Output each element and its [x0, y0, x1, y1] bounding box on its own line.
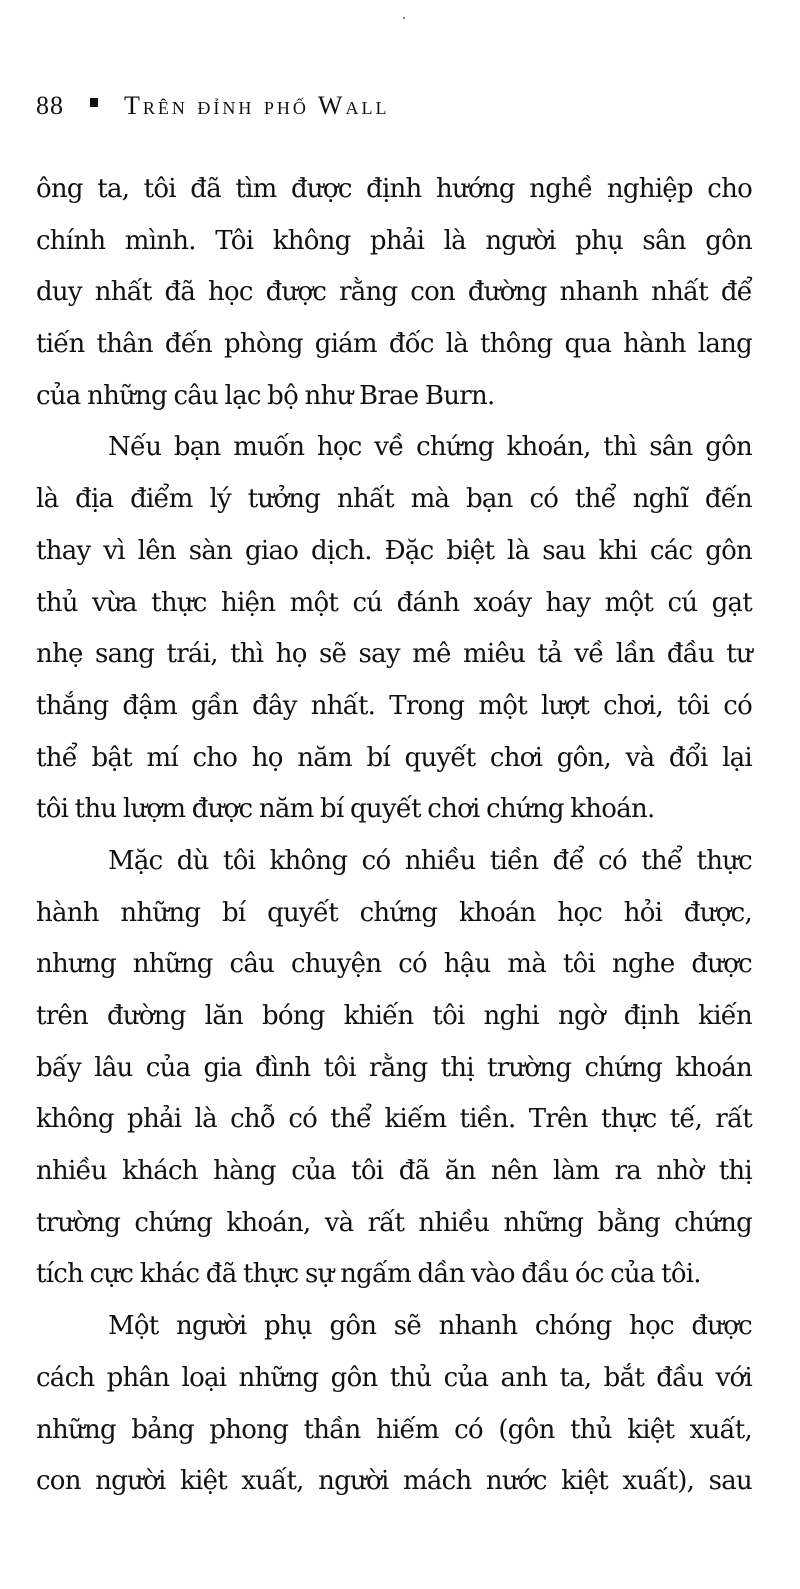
running-header — [36, 86, 389, 126]
text-line: nhiều khách hàng của tôi đã ăn nên làm ra nhờ thị — [36, 1156, 752, 1187]
paragraph — [36, 422, 752, 836]
text-line: của những câu lạc bộ như Brae Burn. — [36, 380, 495, 411]
text-line: những bảng phong thần hiếm có (gôn thủ kiệt xuất, — [36, 1414, 752, 1445]
book-title: Trên đỉnh phố Wall — [124, 91, 390, 120]
text-line: trường chứng khoán, và rất nhiều những bằng chứng — [36, 1207, 752, 1238]
text-line: tiến thân đến phòng giám đốc là thông qua hành lang — [36, 329, 752, 360]
body-text — [36, 164, 752, 1508]
text-line: ông ta, tôi đã tìm được định hướng nghề nghiệp cho — [36, 174, 752, 204]
print-speck — [403, 17, 405, 19]
paragraph — [36, 1301, 752, 1508]
text-line: thắng đậm gần đây nhất. Trong một lượt chơi, tôi có — [36, 690, 752, 721]
text-line: thay vì lên sàn giao dịch. Đặc biệt là sau khi các gôn — [36, 535, 752, 566]
text-line: tích cực khác đã thực sự ngấm dần vào đầu óc của tôi. — [36, 1259, 701, 1290]
text-line: Mặc dù tôi không có nhiều tiền để có thể thực — [108, 845, 752, 876]
paragraph — [36, 164, 752, 422]
text-line: Nếu bạn muốn học về chứng khoán, thì sân gôn — [108, 432, 752, 463]
text-line: duy nhất đã học được rằng con đường nhanh nhất để — [36, 277, 752, 308]
text-line: không phải là chỗ có thể kiếm tiền. Trên thực tế, rất — [36, 1104, 752, 1135]
text-line: cách phân loại những gôn thủ của anh ta, bắt đầu với — [36, 1362, 752, 1393]
text-line: hành những bí quyết chứng khoán học hỏi được, — [36, 897, 752, 928]
text-line: thủ vừa thực hiện một cú đánh xoáy hay một cú gạt — [36, 587, 752, 618]
text-line: Một người phụ gôn sẽ nhanh chóng học được — [108, 1311, 752, 1342]
page-number: 88 — [36, 91, 64, 120]
text-line: bấy lâu của gia đình tôi rằng thị trường chứng khoán — [36, 1052, 752, 1083]
text-line: tôi thu lượm được năm bí quyết chơi chứng khoán. — [36, 794, 655, 825]
text-line: nhưng những câu chuyện có hậu mà tôi nghe được — [36, 949, 752, 980]
header-bullet-separator — [90, 98, 98, 107]
paragraph — [36, 836, 752, 1301]
text-line: trên đường lăn bóng khiến tôi nghi ngờ định kiến — [36, 1001, 752, 1031]
text-line: thể bật mí cho họ năm bí quyết chơi gôn, và đổi lại — [36, 742, 752, 773]
text-line: chính mình. Tôi không phải là người phụ sân gôn — [36, 225, 752, 256]
text-line: nhẹ sang trái, thì họ sẽ say mê miêu tả về lần đầu tư — [36, 639, 752, 670]
text-line: con người kiệt xuất, người mách nước kiệt xuất), sau — [36, 1466, 752, 1497]
text-line: là địa điểm lý tưởng nhất mà bạn có thể nghĩ đến — [36, 484, 752, 515]
